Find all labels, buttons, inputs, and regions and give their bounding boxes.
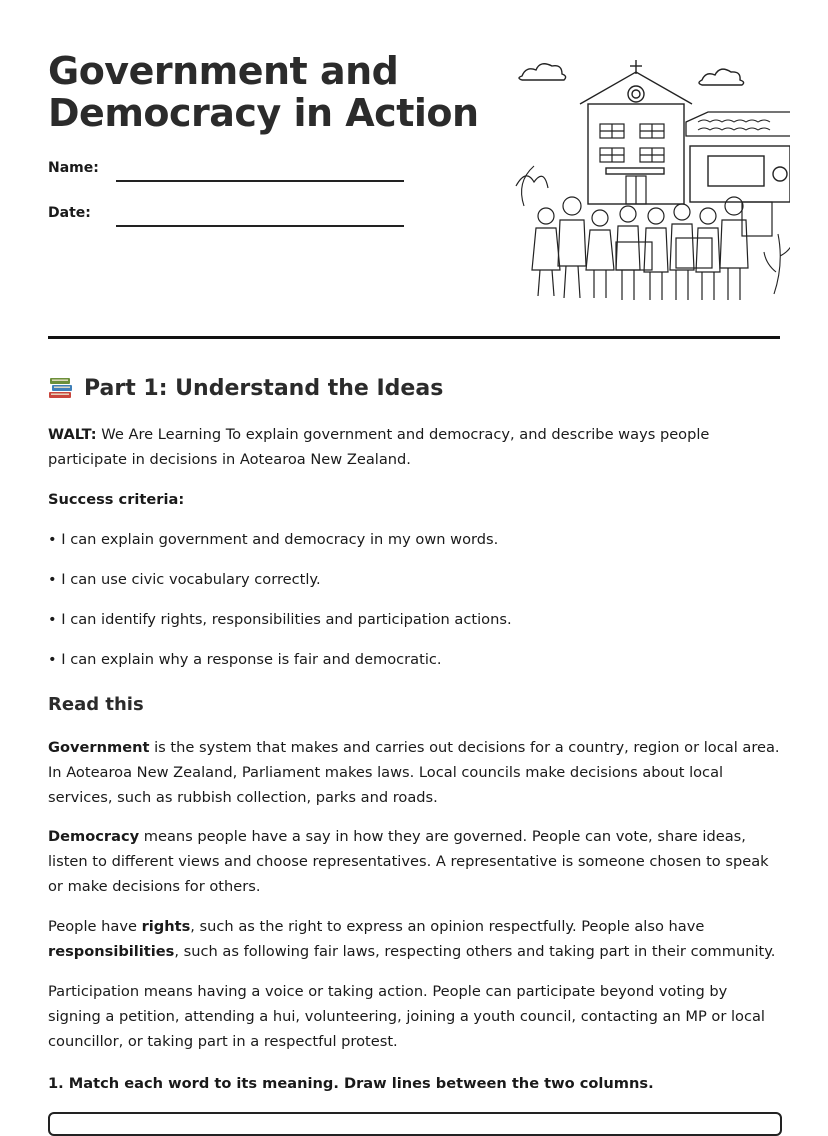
page-title: Government and Democracy in Action [48, 49, 479, 135]
democracy-paragraph [48, 824, 780, 899]
rights-paragraph [48, 914, 780, 964]
part1-heading [48, 375, 443, 401]
name-write-line[interactable] [116, 180, 404, 182]
success-criteria-heading: Success criteria: [48, 491, 185, 508]
question-1 [48, 1071, 780, 1096]
matching-activity-box[interactable] [48, 1112, 782, 1136]
school-community-illustration [510, 56, 790, 312]
walt-paragraph [48, 422, 780, 472]
success-criteria-label [48, 487, 780, 512]
government-paragraph [48, 735, 780, 810]
term-rights: rights [141, 918, 191, 935]
date-write-line[interactable] [116, 225, 404, 227]
rights-text-b: , such as the right to express an opinion respectfully. People also have [190, 918, 705, 935]
walt-label: WALT: [48, 426, 97, 443]
name-label: Name: [48, 160, 99, 176]
part1-heading-text: Part 1: Understand the Ideas [84, 375, 444, 401]
criterion-item: • I can explain government and democracy in my own words. [48, 531, 499, 548]
date-label: Date: [48, 205, 91, 221]
rights-text-a: People have [48, 918, 142, 935]
rights-text-c: , such as following fair laws, respecting others and taking part in their community. [174, 943, 776, 960]
democracy-definition: means people have a say in how they are governed. People can vote, share ideas, listen to different views and choose representatives. A representative is someone chosen to speak or make decisions for others. [48, 828, 769, 895]
walt-text: We Are Learning To explain government and democracy, and describe ways people participate in decisions in Aotearoa New Zealand. [48, 426, 710, 468]
term-responsibilities: responsibilities [48, 943, 175, 960]
question-1-text: 1. Match each word to its meaning. Draw lines between the two columns. [48, 1075, 654, 1092]
term-government: Government [48, 739, 150, 756]
header-divider [48, 336, 780, 339]
term-democracy: Democracy [48, 828, 140, 845]
books-icon [48, 375, 74, 401]
read-this-heading: Read this [48, 694, 144, 715]
criterion-item: • I can use civic vocabulary correctly. [48, 571, 321, 588]
criterion-item: • I can identify rights, responsibilities and participation actions. [48, 611, 512, 628]
participation-paragraph: Participation means having a voice or taking action. People can participate beyond voting by signing a petition, attending a hui, volunteering, joining a youth council, contacting an MP or local councillor, or taking part in a respectful protest. [48, 983, 765, 1050]
criterion-item: • I can explain why a response is fair and democratic. [48, 651, 442, 668]
government-definition: is the system that makes and carries out decisions for a country, region or local area. In Aotearoa New Zealand, Parliament makes laws. Local councils make decisions about local services, such as rubbish collection, parks and roads. [48, 739, 780, 806]
